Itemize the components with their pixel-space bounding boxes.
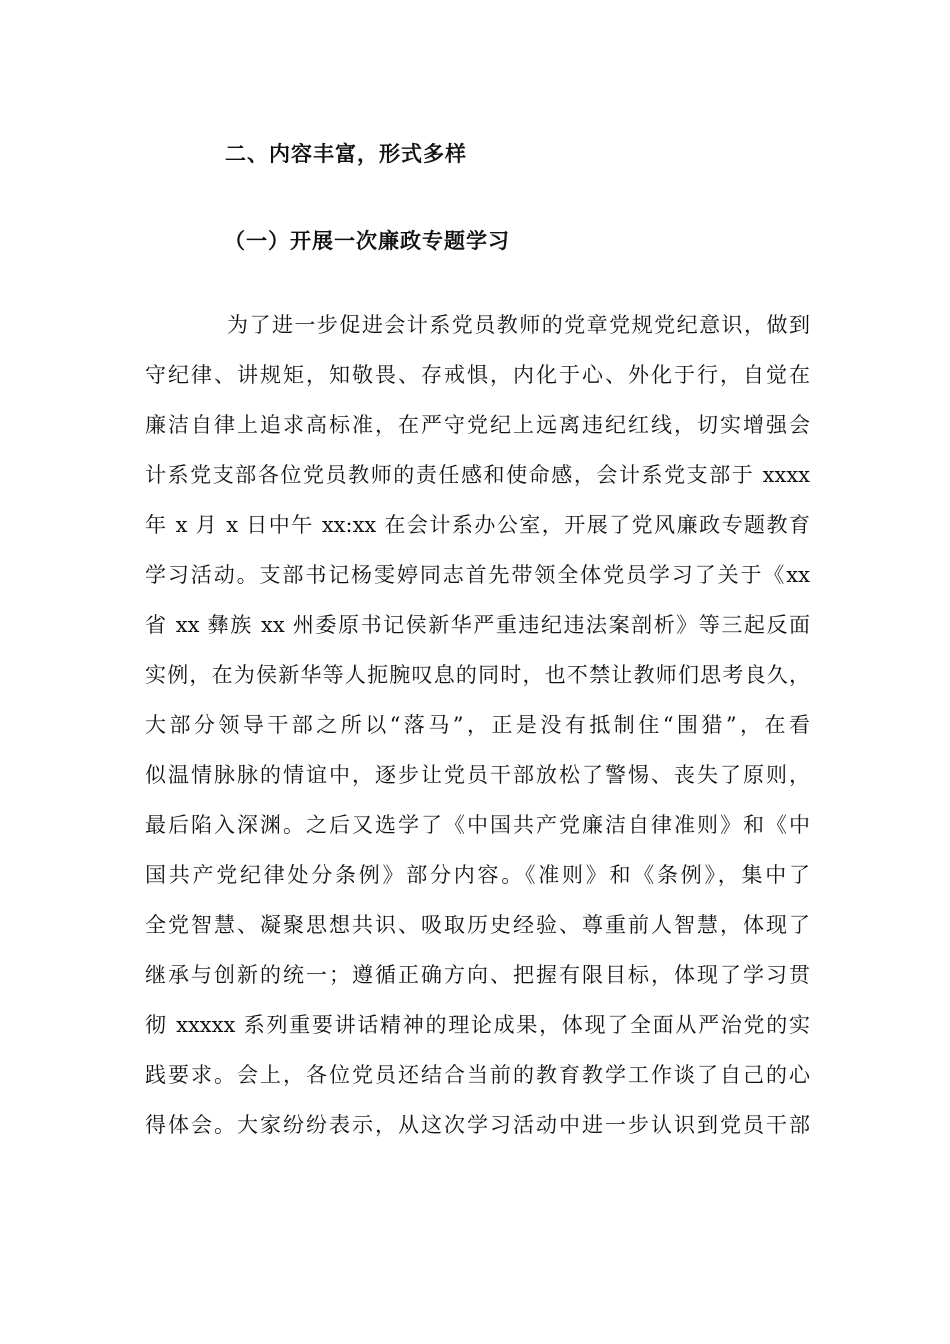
paragraph-line: 计系党支部各位党员教师的责任感和使命感，会计系党支部于 xxxx xyxy=(145,463,810,487)
paragraph-line: 继承与创新的统一；遵循正确方向、把握有限目标，体现了学习贯 xyxy=(145,963,810,987)
paragraph-line: 省 xx 彝族 xx 州委原书记侯新华严重违纪违法案剖析》等三起反面 xyxy=(145,613,810,637)
paragraph-line: 守纪律、讲规矩，知敬畏、存戒惧，内化于心、外化于行，自觉在 xyxy=(145,363,810,387)
paragraph-line: 国共产党纪律处分条例》部分内容。《准则》和《条例》，集中了 xyxy=(145,863,810,887)
section-heading: 二、内容丰富，形式多样 xyxy=(225,142,467,166)
paragraph-line: 年 x 月 x 日中午 xx:xx 在会计系办公室，开展了党风廉政专题教育 xyxy=(145,513,810,537)
paragraph-line: 实例，在为侯新华等人扼腕叹息的同时，也不禁让教师们思考良久， xyxy=(145,663,810,687)
paragraph-line: 得体会。大家纷纷表示，从这次学习活动中进一步认识到党员干部 xyxy=(145,1113,810,1137)
paragraph-line: 最后陷入深渊。之后又选学了《中国共产党廉洁自律准则》和《中 xyxy=(145,813,810,837)
paragraph-line: 为了进一步促进会计系党员教师的党章党规党纪意识，做到 xyxy=(227,313,810,337)
paragraph-line: 践要求。会上，各位党员还结合当前的教育教学工作谈了自己的心 xyxy=(145,1063,810,1087)
paragraph-line: 大部分领导干部之所以“落马”，正是没有抵制住“围猎”，在看 xyxy=(145,713,810,737)
subsection-heading: （一）开展一次廉政专题学习 xyxy=(224,229,510,253)
paragraph-line: 似温情脉脉的情谊中，逐步让党员干部放松了警惕、丧失了原则， xyxy=(145,763,810,787)
paragraph-line: 学习活动。支部书记杨雯婷同志首先带领全体党员学习了关于《xx xyxy=(145,563,810,587)
paragraph-line: 彻 xxxxx 系列重要讲话精神的理论成果，体现了全面从严治党的实 xyxy=(145,1013,810,1037)
body-paragraph xyxy=(145,310,810,1160)
paragraph-line: 廉洁自律上追求高标准，在严守党纪上远离违纪红线，切实增强会 xyxy=(145,413,810,437)
paragraph-line: 全党智慧、凝聚思想共识、吸取历史经验、尊重前人智慧，体现了 xyxy=(145,913,810,937)
